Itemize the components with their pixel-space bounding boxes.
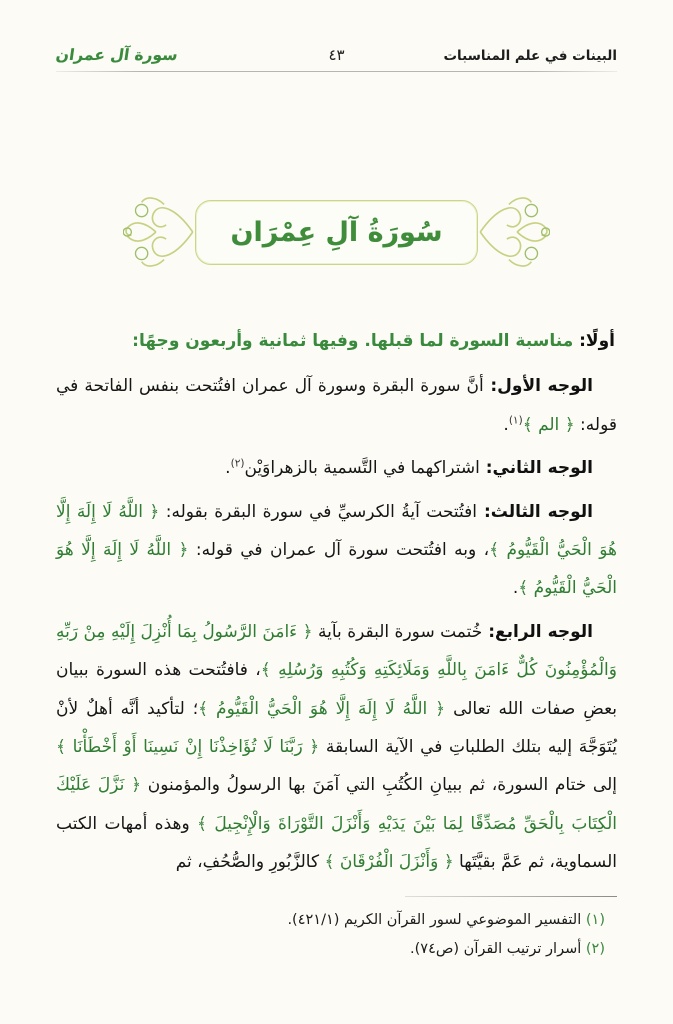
arabesque-ornament-icon bbox=[123, 186, 195, 278]
text-run: الوجه الأول: bbox=[483, 376, 593, 397]
first-heading bbox=[56, 322, 617, 360]
wajh-1 bbox=[56, 367, 617, 444]
footnote-number: (٢) bbox=[585, 941, 605, 958]
text-run: . bbox=[503, 414, 509, 435]
quran-quote: ﴿ الم ﴾ bbox=[522, 414, 575, 435]
text-run: افتُتحت آيةُ الكرسيِّ في سورة البقرة بقوله: bbox=[159, 501, 478, 522]
text-run: الوجه الثالث: bbox=[477, 501, 593, 522]
quran-quote: ﴿ نَزَّلَ عَلَيْكَ الْكِتَابَ بِالْحَقِّ مُصَدِّقًا لِمَا بَيْنَ يَدَيْهِ وَأَنْزَلَ التَّوْرَاةَ وَالْإِنْجِيلَ ﴾ bbox=[56, 775, 617, 834]
text-run: ، فافتُتحت هذه السورة ببيان بعضِ صفات الله تعالى bbox=[56, 660, 618, 719]
page-number: ٤٣ bbox=[328, 46, 345, 64]
footnote bbox=[56, 906, 617, 936]
footnote-divider bbox=[405, 896, 617, 897]
quran-quote: ﴿ اللَّهُ لَا إِلَهَ إِلَّا هُوَ الْحَيُّ الْقَيُّومُ ﴾ bbox=[56, 540, 617, 599]
text-run: الوجه الثاني: bbox=[479, 458, 593, 479]
arabesque-ornament-icon bbox=[478, 186, 550, 278]
text-run: اشتراكهما في التَّسمية بالزهراوَيْن bbox=[244, 458, 480, 479]
text-run: ، وبه افتُتحت سورة آل عمران في قوله: bbox=[188, 540, 490, 561]
footnote-number: (١) bbox=[585, 911, 605, 928]
footnotes bbox=[56, 906, 617, 965]
text-run: كالزَّبُورِ والصُّحُفِ، ثم bbox=[175, 852, 325, 873]
footnote-text: التفسير الموضوعي لسور القرآن الكريم (٤٢١/١). bbox=[287, 911, 586, 928]
surah-title-frame bbox=[195, 200, 477, 265]
quran-quote: ﴿ ءَامَنَ الرَّسُولُ بِمَا أُنْزِلَ إِلَيْهِ مِنْ رَبِّهِ وَالْمُؤْمِنُونَ كُلٌّ ءَامَنَ بِاللَّهِ وَمَلَائِكَتِهِ وَكُتُبِهِ وَرُسُلِهِ ﴾ bbox=[56, 621, 617, 681]
surah-title: سُورَةُ آلِ عِمْرَان bbox=[230, 216, 443, 248]
text-run: وهذه أمهات الكتب السماوية، ثم عَمَّ بقيَّتَها bbox=[56, 813, 617, 873]
quran-quote: ﴿ اللَّهُ لَا إِلَهَ إِلَّا هُوَ الْحَيُّ الْقَيُّومُ ﴾ bbox=[56, 501, 617, 561]
text-run: الوجه الرابع: bbox=[482, 621, 594, 642]
text-run: إلى ختام السورة، ثم ببيانِ الكُتُبِ التي آمَنَ بها الرسولُ والمؤمنون bbox=[141, 775, 617, 796]
text-run: خُتمت سورة البقرة بآية bbox=[312, 621, 483, 642]
wajh-4 bbox=[56, 613, 617, 882]
text-run: . bbox=[512, 578, 519, 599]
text-run: ؛ لتأكيد أنَّه أهلٌ لأنْ يُتَوَجَّهَ إليه بتلك الطلباتِ في الآية السابقة bbox=[56, 698, 617, 758]
text-run: . bbox=[225, 458, 231, 479]
footnote-ref: (٢) bbox=[230, 457, 245, 470]
text-run: مناسبة السورة لما قبلها. وفيها ثمانية وأربعون وجهًا: bbox=[132, 331, 574, 351]
footnote bbox=[56, 935, 617, 965]
surah-cartouche bbox=[56, 184, 617, 280]
body-text bbox=[56, 322, 617, 882]
book-title: البينات في علم المناسبات bbox=[443, 48, 617, 64]
wajh-2 bbox=[56, 449, 617, 487]
text-run: أنَّ سورة البقرة وسورة آل عمران افتُتحت بنفس الفاتحة في قوله: bbox=[56, 376, 617, 435]
footnote-text: أسرار ترتيب القرآن (ص٧٤). bbox=[410, 941, 586, 958]
header-divider bbox=[56, 71, 617, 72]
quran-quote: ﴿ وَأَنْزَلَ الْفُرْقَانَ ﴾ bbox=[324, 852, 454, 873]
quran-quote: ﴿ رَبَّنَا لَا تُؤَاخِذْنَا إِنْ نَسِينَا أَوْ أَخْطَأْنَا ﴾ bbox=[56, 737, 320, 758]
quran-quote: ﴿ اللَّهُ لَا إِلَهَ إِلَّا هُوَ الْحَيُّ الْقَيُّومُ ﴾ bbox=[198, 698, 446, 719]
page-header bbox=[56, 0, 617, 64]
footnote-ref: (١) bbox=[508, 414, 523, 427]
surah-running-title: سورة آل عمران bbox=[54, 46, 180, 64]
wajh-3 bbox=[56, 493, 617, 608]
text-run: أولًا: bbox=[573, 331, 615, 351]
